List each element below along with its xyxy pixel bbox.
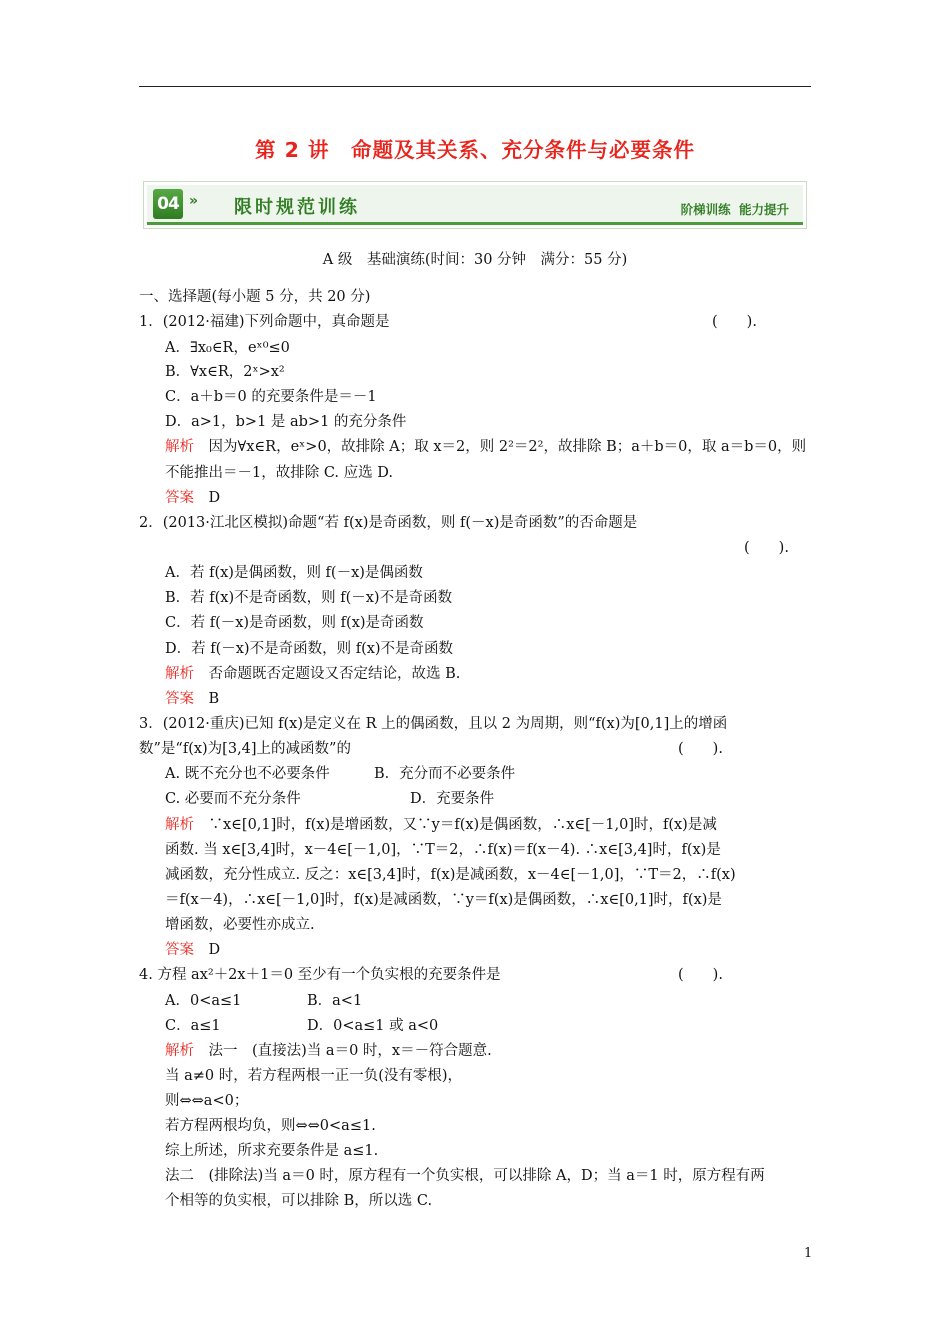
- q4-analysis-line3: 则⇔⇔a<0；: [165, 1093, 249, 1109]
- section-banner: [143, 181, 807, 229]
- q3-stem-line2: 数”是“f(x)为[3,4]上的减函数”的: [139, 741, 351, 757]
- page-title: 第 2 讲 命题及其关系、充分条件与必要条件: [254, 138, 696, 162]
- q2-analysis-line: [165, 665, 460, 683]
- q4-analysis-line6: 法二 (排除法)当 a＝0 时，原方程有一个负实根，可以排除 A，D；当 a＝1 时，原方程有两: [165, 1168, 765, 1184]
- q3-analysis-line1: [165, 816, 717, 834]
- q4-option-d: D．0<a≤1 或 a<0: [307, 1018, 439, 1034]
- q3-analysis-line2: 函数. 当 x∈[3,4]时，x－4∈[－1,0]，∵T＝2，∴f(x)＝f(x－4). ∴x∈[3,4]时，f(x)是: [165, 842, 721, 858]
- answer-label: 答案: [165, 942, 194, 958]
- q3-option-c: C. 必要而不充分条件: [165, 791, 301, 807]
- section-heading: 一、选择题(每小题 5 分，共 20 分): [139, 289, 371, 305]
- q4-answer-blank: ( ).: [678, 967, 723, 983]
- q1-option-b: B．∀x∈R，2ˣ>x²: [165, 364, 285, 380]
- q1-answer-blank: ( ).: [712, 314, 757, 330]
- q3-answer-blank: ( ).: [678, 741, 723, 757]
- banner-badge: 04: [153, 189, 183, 219]
- q2-option-b: B．若 f(x)不是奇函数，则 f(－x)不是奇函数: [165, 590, 453, 606]
- analysis-label: 解析: [165, 666, 194, 682]
- q1-answer-line: [165, 489, 220, 507]
- q4-option-c: C．a≤1: [165, 1018, 221, 1034]
- q2-answer: B: [208, 691, 220, 707]
- q3-option-b: B．充分而不必要条件: [374, 766, 516, 782]
- analysis-label: 解析: [165, 1043, 194, 1059]
- q1-analysis-line1: [165, 438, 806, 456]
- chevron-icon: »: [189, 193, 199, 209]
- banner-underline: [147, 222, 803, 225]
- q4-analysis-line4: 若方程两根均负，则⇔⇔0<a≤1.: [165, 1118, 376, 1134]
- q3-option-d: D．充要条件: [410, 791, 495, 807]
- q4-analysis-line5: 综上所述，所求充要条件是 a≤1.: [165, 1143, 379, 1159]
- q4-option-b: B．a<1: [307, 993, 363, 1009]
- answer-label: 答案: [165, 490, 194, 506]
- q4-analysis-text: 法一 (直接法)当 a＝0 时，x＝－符合题意.: [208, 1043, 492, 1059]
- q1-option-d: D．a>1，b>1 是 ab>1 的充分条件: [165, 414, 407, 430]
- top-rule: [139, 86, 811, 87]
- q4-option-a: A．0<a≤1: [165, 993, 242, 1009]
- level-subheading: A 级 基础演练(时间：30 分钟 满分：55 分): [322, 252, 628, 268]
- q3-answer: D: [208, 942, 221, 958]
- q1-stem: 1．(2012·福建)下列命题中，真命题是: [139, 314, 390, 330]
- banner-tagline: 阶梯训练 能力提升: [680, 202, 789, 217]
- q3-answer-line: [165, 941, 220, 959]
- q4-stem: 4. 方程 ax²＋2x＋1＝0 至少有一个负实根的充要条件是: [139, 967, 501, 983]
- q2-analysis-text: 否命题既否定题设又否定结论，故选 B.: [208, 666, 461, 682]
- analysis-label: 解析: [165, 439, 194, 455]
- q2-option-d: D．若 f(－x)不是奇函数，则 f(x)不是奇函数: [165, 641, 454, 657]
- q1-analysis-line2: 不能推出＝－1，故排除 C. 应选 D.: [165, 465, 393, 481]
- page-number: 1: [804, 1246, 813, 1261]
- q3-stem-line1: 3．(2012·重庆)已知 f(x)是定义在 R 上的偶函数，且以 2 为周期，则“f(x)为[0,1]上的增函: [139, 716, 728, 732]
- banner-title: 限时规范训练: [234, 197, 360, 218]
- q1-answer: D: [208, 490, 221, 506]
- q3-analysis-line5: 增函数，必要性亦成立.: [165, 917, 315, 933]
- q2-option-c: C．若 f(－x)是奇函数，则 f(x)是奇函数: [165, 615, 424, 631]
- q3-analysis-line4: ＝f(x－4)，∴x∈[－1,0]时，f(x)是减函数，∵y＝f(x)是偶函数，∴x∈[0,1]时，f(x)是: [165, 892, 722, 908]
- q4-analysis-line1: [165, 1042, 492, 1060]
- q2-answer-blank: ( ).: [744, 540, 789, 556]
- q4-analysis-line7: 个相等的负实根，可以排除 B，所以选 C.: [165, 1193, 433, 1209]
- q2-answer-line: [165, 690, 219, 708]
- q1-option-c: C．a＋b＝0 的充要条件是＝－1: [165, 389, 377, 405]
- analysis-label: 解析: [165, 817, 194, 833]
- q3-analysis-text: ∵x∈[0,1]时，f(x)是增函数，又∵y＝f(x)是偶函数，∴x∈[－1,0]时，f(x)是减: [208, 817, 717, 833]
- q2-stem: 2．(2013·江北区模拟)命题“若 f(x)是奇函数，则 f(－x)是奇函数”的否命题是: [139, 515, 638, 531]
- answer-label: 答案: [165, 691, 194, 707]
- banner-background: [147, 185, 803, 225]
- q1-analysis-text: 因为∀x∈R，eˣ>0，故排除 A；取 x＝2，则 2²＝2²，故排除 B；a＋b＝0，取 a＝b＝0，则: [208, 439, 807, 455]
- q2-option-a: A．若 f(x)是偶函数，则 f(－x)是偶函数: [165, 565, 423, 581]
- q3-analysis-line3: 减函数，充分性成立. 反之：x∈[3,4]时，f(x)是减函数，x－4∈[－1,0]，∵T＝2，∴f(x): [165, 867, 736, 883]
- q4-analysis-line2: 当 a≠0 时，若方程两根一正一负(没有零根)，: [165, 1068, 463, 1084]
- q3-option-a: A. 既不充分也不必要条件: [165, 766, 330, 782]
- q1-option-a: A．∃x₀∈R，eˣ⁰≤0: [165, 340, 290, 356]
